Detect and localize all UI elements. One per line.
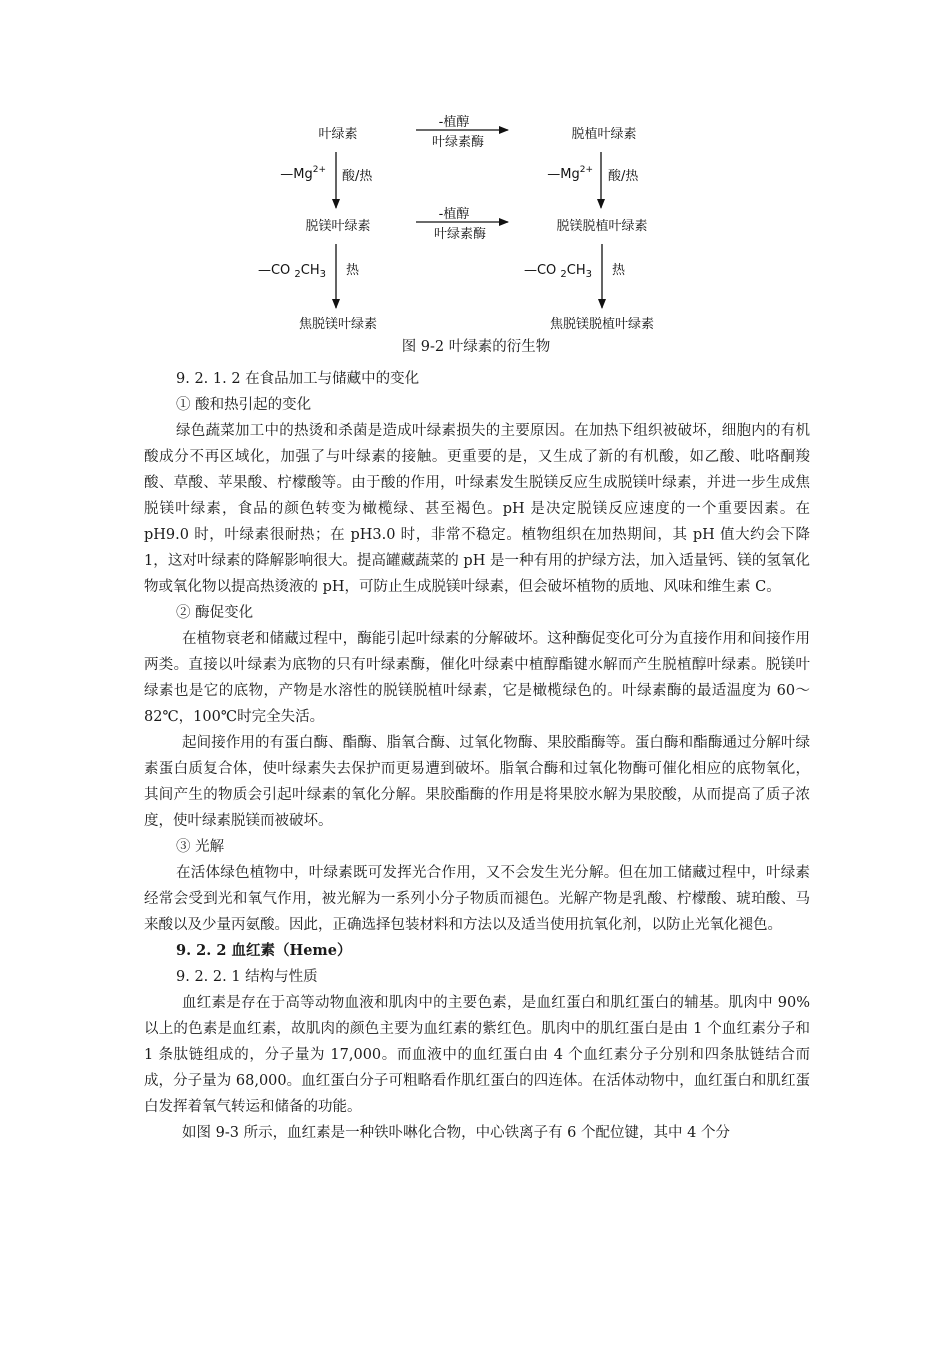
- paragraph-enzymatic-indirect: 起间接作用的有蛋白酶、酯酶、脂氧合酶、过氧化物酶、果胶酯酶等。蛋白酶和酯酶通过分解叶绿素蛋白质复合体，使叶绿素失去保护而更易遭到破坏。脂氧合酶和过氧化物酶可催化相应的底物氧化，其间产生的物质会引起叶绿素的氧化分解。果胶酯酶的作用是将果胶水解为果胶酸，从而提高了质子浓度，使叶绿素脱镁而被破坏。: [144, 735, 810, 829]
- label-minus-mg-left: $—Mg^{2+}$: [280, 165, 326, 182]
- subheading-acid-heat: ① 酸和热引起的变化: [176, 397, 312, 413]
- chlorophyll-derivatives-diagram: [240, 108, 710, 340]
- node-pyropheophorbide: 焦脱镁脱植叶绿素: [549, 317, 655, 332]
- paragraph-heme-structure: 如图 9-3 所示，血红素是一种铁卟啉化合物，中心铁离子有 6 个配位键，其中 4 个分: [182, 1125, 730, 1141]
- paragraph-photolysis: 在活体绿色植物中，叶绿素既可发挥光合作用，又不会发生光分解。但在加工储藏过程中，叶绿素经常会受到光和氧气作用，被光解为一系列小分子物质而褪色。光解产物是乳酸、柠檬酸、琥珀酸、马来酸以及少量丙氨酸。因此，正确选择包装材料和方法以及适当使用抗氧化剂，以防止光氧化褪色。: [144, 865, 810, 933]
- label-heat-left: 热: [346, 263, 360, 278]
- arrow-label-chlorophyllase-bottom: 叶绿素酶: [433, 227, 487, 242]
- arrow-label-phytol-bottom: -植醇: [438, 207, 470, 222]
- body-text: [144, 366, 810, 1146]
- paragraph-enzymatic-direct: 在植物衰老和储藏过程中，酶能引起叶绿素的分解破坏。这种酶促变化可分为直接作用和间接作用两类。直接以叶绿素为底物的只有叶绿素酶，催化叶绿素中植醇酯键水解而产生脱植醇叶绿素。脱镁叶绿素也是它的底物，产物是水溶性的脱镁脱植叶绿素，它是橄榄绿色的。叶绿素酶的最适温度为 60～82℃，100℃时完全失活。: [144, 631, 810, 725]
- label-acid-heat-left: 酸/热: [342, 169, 373, 184]
- section-heading-9-2-2-1: 9. 2. 2. 1 结构与性质: [176, 969, 318, 985]
- subheading-enzymatic: ② 酶促变化: [176, 605, 254, 621]
- figure-caption: 图 9-2 叶绿素的衍生物: [401, 339, 551, 355]
- node-pyropheophytin: 焦脱镁叶绿素: [298, 317, 378, 332]
- label-minus-mg-right: $—Mg^{2+}$: [547, 165, 593, 182]
- node-pheophytin: 脱镁叶绿素: [305, 219, 371, 234]
- arrow-label-phytol-top: -植醇: [438, 115, 470, 130]
- paragraph-acid-heat: 绿色蔬菜加工中的热烫和杀菌是造成叶绿素损失的主要原因。在加热下组织被破坏，细胞内的有机酸成分不再区域化，加强了与叶绿素的接触。更重要的是，又生成了新的有机酸，如乙酸、吡咯酮羧酸、草酸、苹果酸、柠檬酸等。由于酸的作用，叶绿素发生脱镁反应生成脱镁叶绿素，并进一步生成焦脱镁叶绿素，食品的颜色转变为橄榄绿、甚至褐色。pH 是决定脱镁反应速度的一个重要因素。在 pH9.0 时，叶绿素很耐热；在 pH3.0 时，非常不稳定。植物组织在加热期间，其 pH 值大约会下降 1，这对叶绿素的降解影响很大。提高罐藏蔬菜的 pH 是一种有用的护绿方法，加入适量钙、镁的氢氧化物或氧化物以提高热烫液的 pH，可防止生成脱镁叶绿素，但会破坏植物的质地、风味和维生素 C。: [144, 423, 810, 595]
- subheading-photolysis: ③ 光解: [176, 839, 225, 855]
- label-minus-co2ch3-left: —CO $_2CH_3$: [257, 263, 326, 280]
- section-heading-9-2-2: 9. 2. 2 血红素（Heme）: [176, 942, 352, 959]
- node-pheophorbide: 脱镁脱植叶绿素: [556, 219, 648, 234]
- label-acid-heat-right: 酸/热: [608, 169, 639, 184]
- label-heat-right: 热: [612, 263, 626, 278]
- section-heading-9-2-1-2: 9. 2. 1. 2 在食品加工与储藏中的变化: [176, 371, 420, 387]
- label-minus-co2ch3-right: —CO $_2CH_3$: [523, 263, 592, 280]
- node-chlorophyll: 叶绿素: [318, 127, 358, 142]
- arrow-label-chlorophyllase-top: 叶绿素酶: [431, 135, 485, 150]
- paragraph-heme-intro: 血红素是存在于高等动物血液和肌肉中的主要色素，是血红蛋白和肌红蛋白的辅基。肌肉中 90%以上的色素是血红素，故肌肉的颜色主要为血红素的紫红色。肌肉中的肌红蛋白是由 1 个血红素分子和 1 条肽链组成的，分子量为 17,000。而血液中的血红蛋白由 4 个血红素分子分别和四条肽链结合而成，分子量为 68,000。血红蛋白分子可粗略看作肌红蛋白的四连体。在活体动物中，血红蛋白和肌红蛋白发挥着氧气转运和储备的功能。: [144, 995, 810, 1115]
- node-chlorophyllide: 脱植叶绿素: [571, 127, 637, 142]
